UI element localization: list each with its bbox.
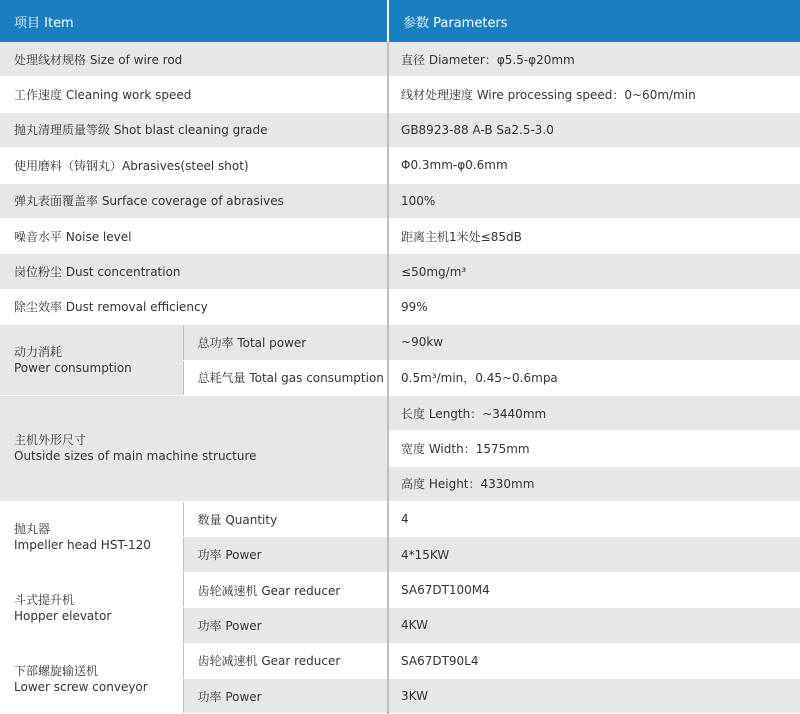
table-row xyxy=(0,218,800,253)
group-label-cn: 下部螺旋输送机 xyxy=(14,663,99,678)
row-value: 100% xyxy=(388,183,800,218)
row-value: 4*15KW xyxy=(388,537,800,572)
table-row xyxy=(0,643,800,678)
row-label: 除尘效率 Dust removal efficiency xyxy=(0,289,388,324)
header-item: 项目 Item xyxy=(0,0,388,42)
row-value: 3KW xyxy=(388,679,800,714)
group-label-cn: 抛丸器 xyxy=(14,521,51,536)
table-row xyxy=(0,254,800,289)
row-label: 岗位粉尘 Dust concentration xyxy=(0,254,388,289)
group-label-en: Hopper elevator xyxy=(14,608,112,623)
table-row xyxy=(0,502,800,537)
table-row xyxy=(0,183,800,218)
row-value: 99% xyxy=(388,289,800,324)
row-label: 噪音水平 Noise level xyxy=(0,218,388,253)
row-value: 4KW xyxy=(388,608,800,643)
row-value: 直径 Diameter：φ5.5-φ20mm xyxy=(388,42,800,77)
row-value: 高度 Height：4330mm xyxy=(388,466,800,501)
group-label-cn: 斗式提升机 xyxy=(14,592,75,607)
sub-label: 功率 Power xyxy=(183,537,388,572)
table-row xyxy=(0,148,800,183)
table-header-row xyxy=(0,0,800,42)
row-value: 长度 Length：~3440mm xyxy=(388,395,800,430)
row-label: 弹丸表面覆盖率 Surface coverage of abrasives xyxy=(0,183,388,218)
sub-label: 数量 Quantity xyxy=(183,502,388,537)
row-value: 0.5m³/min，0.45~0.6mpa xyxy=(388,360,800,395)
group-label-en: Impeller head HST-120 xyxy=(14,537,151,552)
group-label-impeller xyxy=(0,502,183,573)
row-label: 使用磨料（铸钢丸）Abrasives(steel shot) xyxy=(0,148,388,183)
row-value: SA67DT90L4 xyxy=(388,643,800,678)
row-label: 工作速度 Cleaning work speed xyxy=(0,77,388,112)
table-row xyxy=(0,395,800,430)
group-label-screw xyxy=(0,643,183,714)
group-label-cn: 主机外形尺寸 xyxy=(14,433,87,448)
table-row xyxy=(0,77,800,112)
table-row xyxy=(0,42,800,77)
row-value: 宽度 Width：1575mm xyxy=(388,431,800,466)
group-label-en: Power consumption xyxy=(14,361,132,376)
row-value: 距离主机1米处≤85dB xyxy=(388,218,800,253)
table-row xyxy=(0,112,800,147)
sub-label: 总功率 Total power xyxy=(183,325,388,360)
row-value: ~90kw xyxy=(388,325,800,360)
row-value: SA67DT100M4 xyxy=(388,572,800,607)
group-label-en: Lower screw conveyor xyxy=(14,679,148,694)
sub-label: 齿轮减速机 Gear reducer xyxy=(183,643,388,678)
header-parameters: 参数 Parameters xyxy=(388,0,800,42)
row-value: GB8923-88 A-B Sa2.5-3.0 xyxy=(388,112,800,147)
sub-label: 齿轮减速机 Gear reducer xyxy=(183,572,388,607)
table-row xyxy=(0,325,800,360)
sub-label: 总耗气量 Total gas consumption xyxy=(183,360,388,395)
group-label-en: Outside sizes of main machine structure xyxy=(14,449,257,464)
group-label-hopper xyxy=(0,572,183,643)
group-label-size xyxy=(0,395,388,501)
group-label-cn: 动力消耗 xyxy=(14,345,63,360)
table-row xyxy=(0,572,800,607)
group-label-power xyxy=(0,325,183,396)
row-value: 线材处理速度 Wire processing speed：0~60m/min xyxy=(388,77,800,112)
row-value: Φ0.3mm-φ0.6mm xyxy=(388,148,800,183)
row-label: 抛丸清理质量等级 Shot blast cleaning grade xyxy=(0,112,388,147)
table-row xyxy=(0,289,800,324)
sub-label: 功率 Power xyxy=(183,679,388,714)
row-value: 4 xyxy=(388,502,800,537)
row-value: ≤50mg/m³ xyxy=(388,254,800,289)
row-label: 处理线材规格 Size of wire rod xyxy=(0,42,388,77)
sub-label: 功率 Power xyxy=(183,608,388,643)
